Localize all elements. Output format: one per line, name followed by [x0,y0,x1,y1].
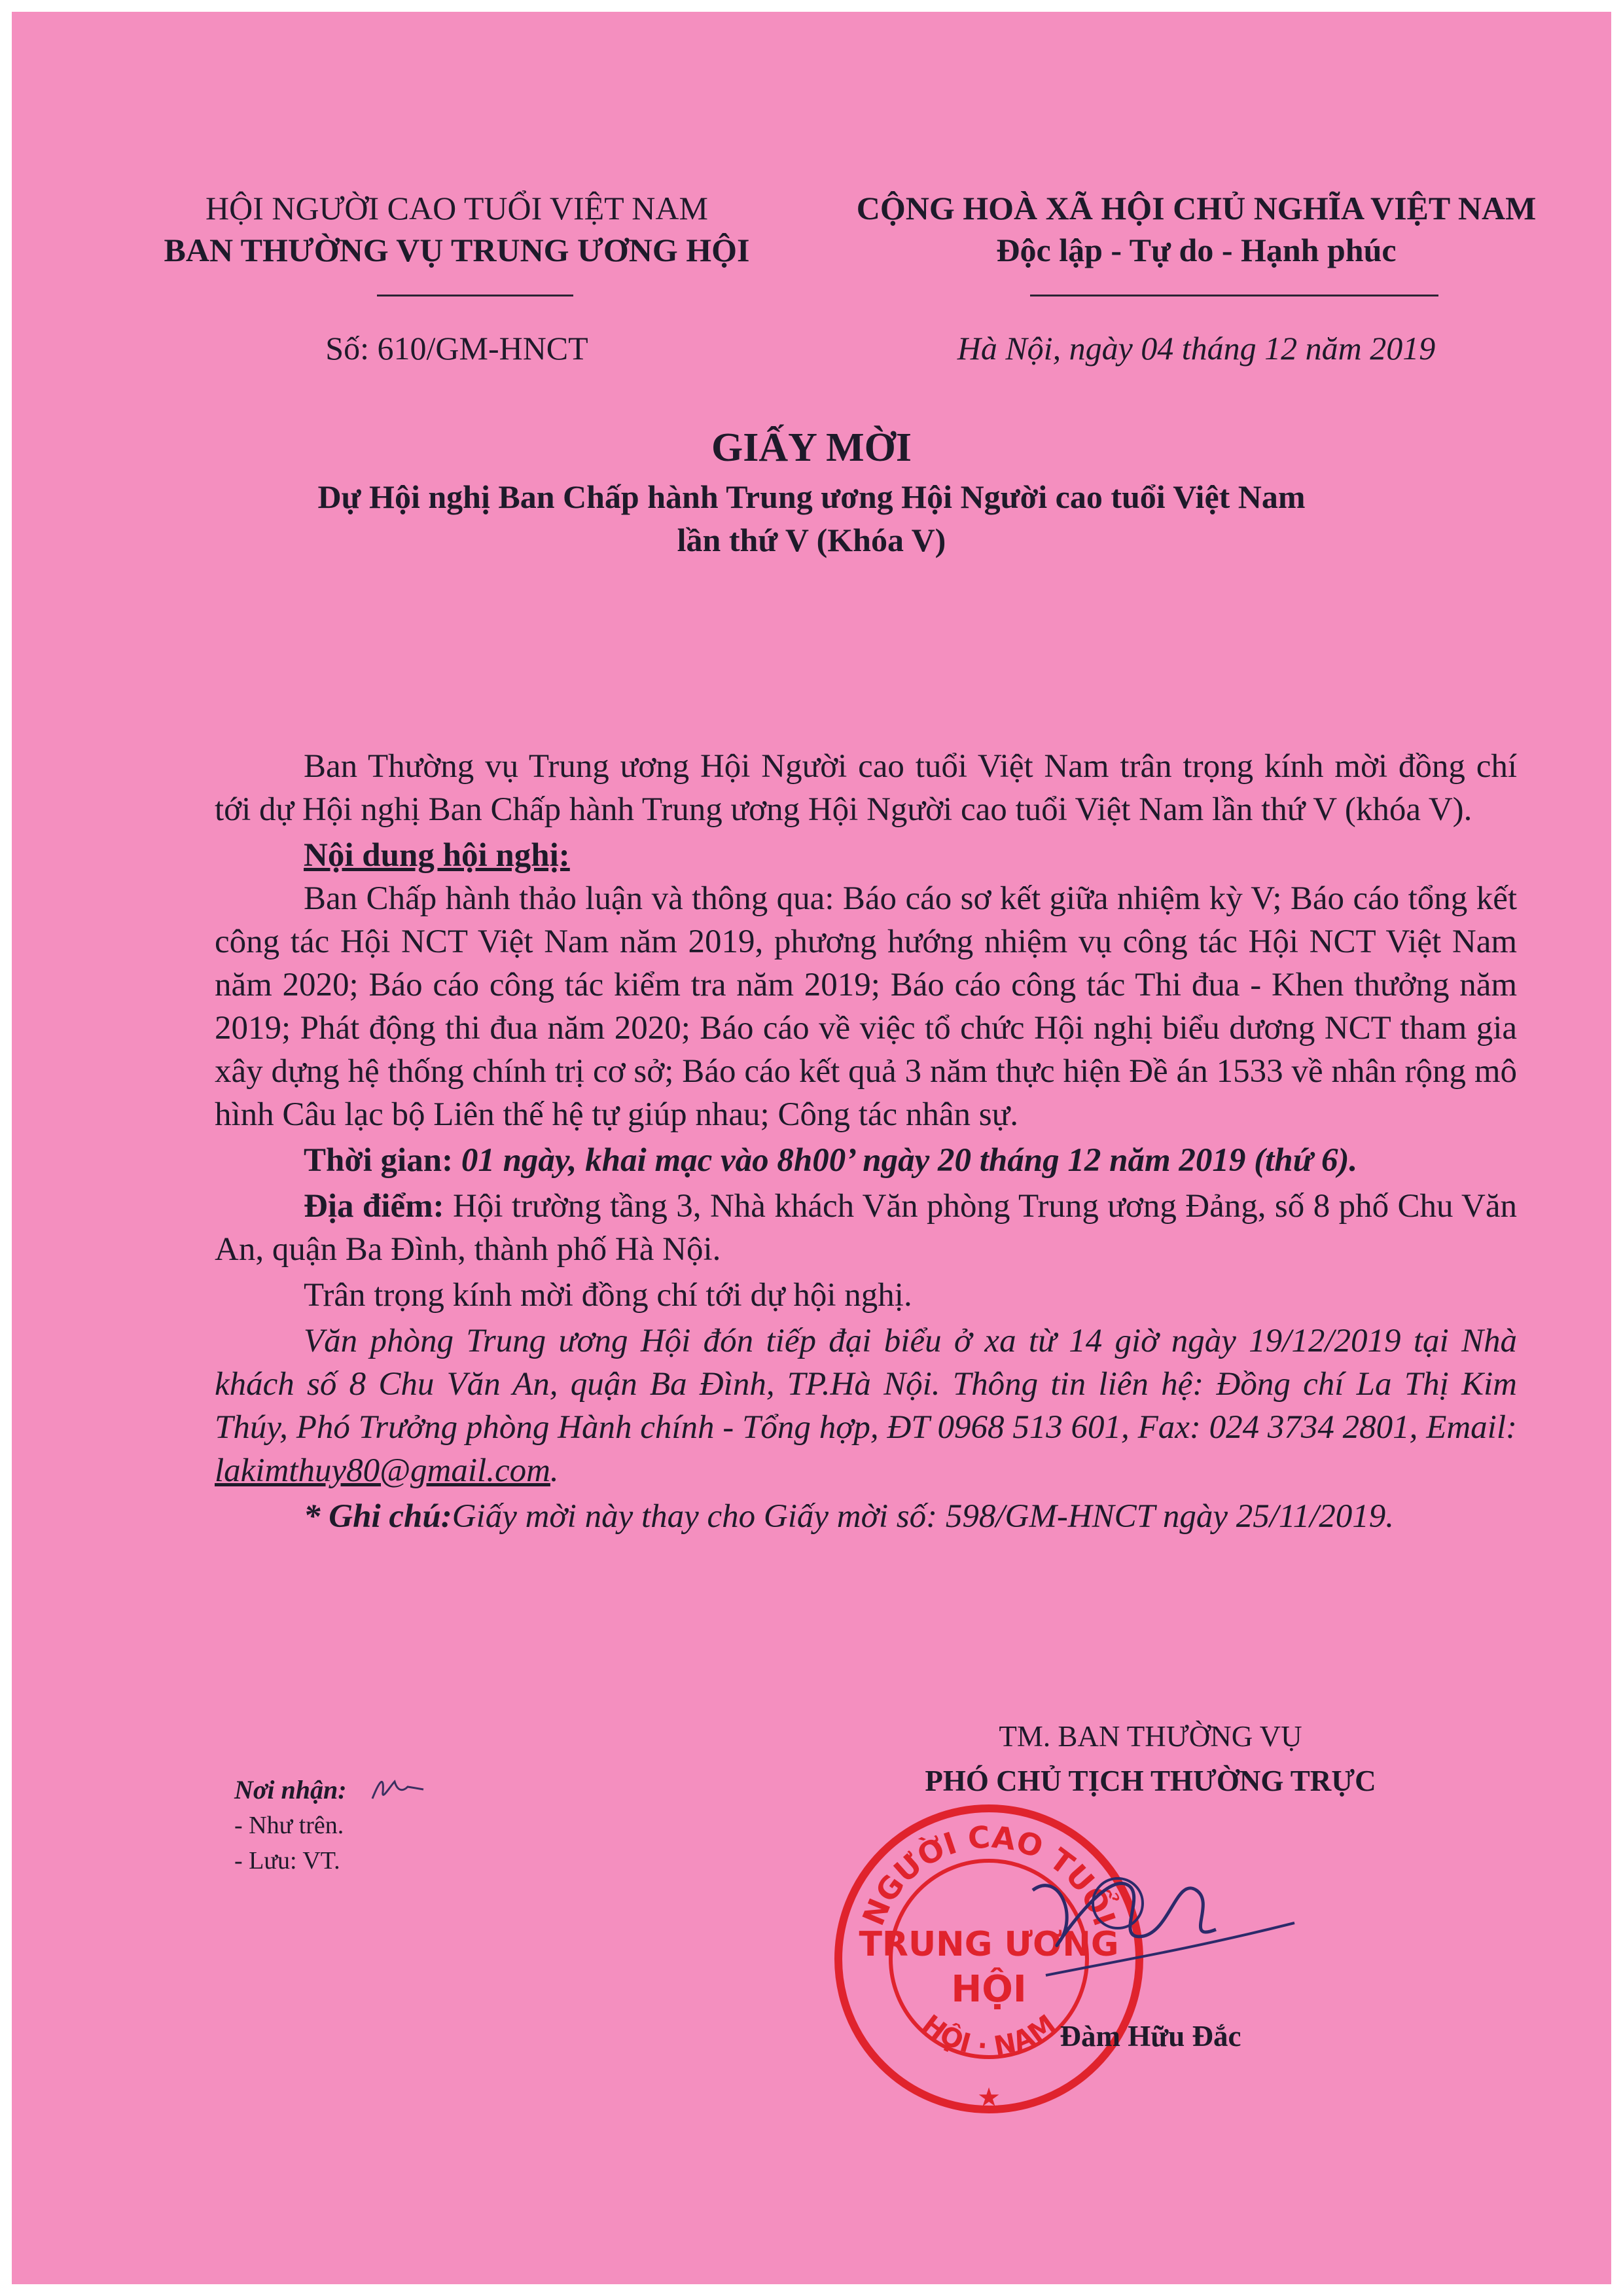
document-title: GIẤY MỜI [711,425,912,470]
agenda-heading [215,834,1517,877]
motto: Độc lập - Tự do - Hạnh phúc [996,232,1397,268]
organization-unit: BAN THƯỜNG VỤ TRUNG ƯƠNG HỘI [164,232,750,268]
time-label: Thời gian: [304,1142,454,1179]
document-subtitle-line-1: Dự Hội nghị Ban Chấp hành Trung ương Hội Người cao tuổi Việt Nam [317,478,1306,515]
reception-paragraph [215,1319,1517,1492]
reception-end: . [550,1452,559,1489]
closing-paragraph: Trân trọng kính mời đồng chí tới dự hội nghị. [304,1277,912,1314]
signature-title-1: TM. BAN THƯỜNG VỤ [999,1720,1302,1753]
issuer-underline [377,295,573,296]
note-text: Giấy mời này thay cho Giấy mời số: 598/GM-HNCT ngày 25/11/2019. [452,1498,1395,1535]
country-name: CỘNG HOÀ XÃ HỘI CHỦ NGHĨA VIỆT NAM [856,190,1537,226]
recipients-label: Nơi nhận: [234,1775,347,1804]
invitation-letter [12,12,1611,2284]
seal-ring-text: NGƯỜI CAO TUỔI [855,1819,1123,1931]
letter-body [215,745,1517,1538]
recipient-item: - Như trên. [234,1812,344,1839]
agenda-heading-text: Nội dung hội nghị: [304,837,570,874]
document-number: Số: 610/GM-HNCT [325,330,588,367]
handwritten-signature [1020,1864,1308,2034]
national-motto-block [823,187,1569,271]
signature-title-2: PHÓ CHỦ TỊCH THƯỜNG TRỰC [925,1765,1376,1797]
recipients-block [234,1772,347,1878]
document-subtitle-line-2: lần thứ V (Khóa V) [677,522,946,558]
note-label: * Ghi chú: [304,1498,452,1535]
handwritten-initials [368,1772,427,1805]
agenda-paragraph: Ban Chấp hành thảo luận và thông qua: Báo cáo sơ kết giữa nhiệm kỳ V; Báo cáo tổng kết công tác Hội NCT Việt Nam năm 2019, phương hướng nhiệm vụ công tác Hội NCT Việt Nam năm 2020; Báo cáo công tác kiểm tra năm 2019; Báo cáo công tác Thi đua - Khen thưởng năm 2019; Phát động thi đua năm 2020; Báo cáo về việc tổ chức Hội nghị biểu dương NCT tham gia xây dựng hệ thống chính trị cơ sở; Báo cáo kết quả 3 năm thực hiện Đề án 1533 về nhân rộng mô hình Câu lạc bộ Liên thế hệ tự giúp nhau; Công tác nhân sự. [215,880,1517,1133]
seal-star: ★ [977,2083,1001,2113]
seal-center-line-2: HỘI [951,1968,1027,2011]
reception-text: Văn phòng Trung ương Hội đón tiếp đại biểu ở xa từ 14 giờ ngày 19/12/2019 tại Nhà khách số 8 Chu Văn An, quận Ba Đình, TP.Hà Nội. Thông tin liên hệ: Đồng chí La Thị Kim Thúy, Phó Trưởng phòng Hành chính - Tổng hợp, ĐT 0968 513 601, Fax: 024 3734 2801, Email: [215,1323,1517,1446]
venue-paragraph [215,1185,1517,1271]
contact-email-link[interactable]: lakimthuy80@gmail.com [215,1452,550,1489]
organization-name: HỘI NGƯỜI CAO TUỔI VIỆT NAM [205,190,708,226]
seal-ring-text-bottom: HỘI · NAM [916,2009,1061,2062]
venue-value: Hội trường tầng 3, Nhà khách Văn phòng Trung ương Đảng, số 8 phố Chu Văn An, quận Ba Đình, thành phố Hà Nội. [215,1188,1518,1268]
place-date: Hà Nội, ngày 04 tháng 12 năm 2019 [957,330,1436,367]
issuer-block [130,187,784,271]
venue-label: Địa điểm: [304,1188,444,1225]
note-paragraph [215,1495,1517,1538]
recipient-item: - Lưu: VT. [234,1847,340,1874]
time-value: 01 ngày, khai mạc vào 8h00’ ngày 20 tháng 12 năm 2019 (thứ 6). [461,1142,1358,1179]
time-paragraph [215,1139,1517,1182]
opening-paragraph: Ban Thường vụ Trung ương Hội Người cao tuổi Việt Nam trân trọng kính mời đồng chí tới dự Hội nghị Ban Chấp hành Trung ương Hội Người cao tuổi Việt Nam lần thứ V (khóa V). [215,748,1517,828]
signer-name: Đàm Hữu Đắc [1060,2020,1241,2053]
motto-underline [1030,295,1438,296]
seal-center-line-1: TRUNG ƯƠNG [859,1925,1119,1964]
